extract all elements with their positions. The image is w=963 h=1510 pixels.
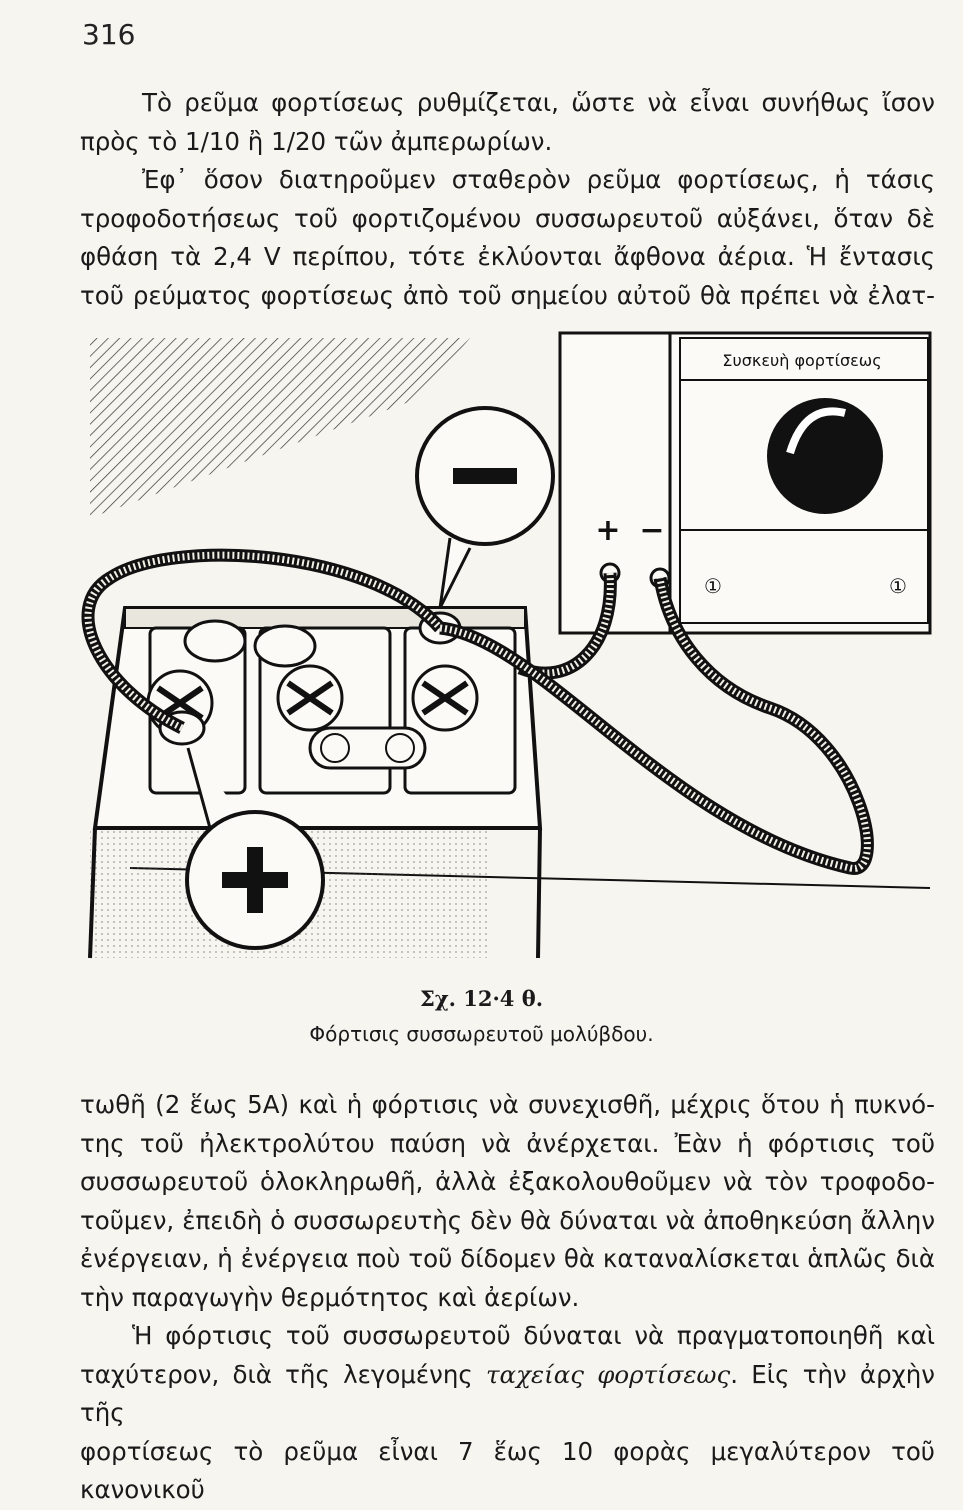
text-line: τοῦ ρεύματος φορτίσεως ἀπὸ τοῦ σημείου αὐτοῦ θὰ πρέπει νὰ ἐλατ- (80, 280, 935, 310)
text-line: τὴν παραγωγὴν θερμότητος καὶ ἀερίων. (80, 1282, 580, 1312)
figure-number: Σχ. 12·4 θ. (419, 986, 544, 1011)
italic-term: ταχείας φορτίσεως (486, 1359, 731, 1389)
text-line (80, 1356, 935, 1433)
text-line: τωθῆ (2 ἕως 5A) καὶ ἡ φόρτισις νὰ συνεχισθῆ, μέχρις ὅτου ἡ πυκνό- (80, 1090, 935, 1119)
text-line: Τὸ ρεῦμα φορτίσεως ρυθμίζεται, ὥστε νὰ εἶναι συνήθως ἴσον (142, 88, 935, 117)
terminal-plus-label: + (595, 513, 621, 548)
text-line: Ἐφ᾽ ὅσον διατηροῦμεν σταθερὸν ρεῦμα φορτίσεως, ἡ τάσις (142, 165, 935, 194)
plus-symbol-v (247, 847, 263, 913)
text-segment: . Εἰς τὴν ἀρχὴν τῆς (80, 1359, 935, 1427)
bottom-paragraph (80, 1086, 935, 1510)
switch-left: ① (704, 574, 722, 598)
wall-hatching (90, 338, 470, 518)
text-line: φορτίσεως τὸ ρεῦμα εἶναι 7 ἕως 10 φορὰς μεγαλύτερον τοῦ κανονικοῦ (80, 1436, 935, 1504)
minus-symbol (453, 468, 517, 484)
text-line: της τοῦ ἠλεκτρολύτου παύση νὰ ἀνέρχεται. Ἐὰν ἡ φόρτισις τοῦ (80, 1128, 935, 1158)
device-label: Συσκευὴ φορτίσεως (722, 351, 882, 370)
minus-callout (417, 408, 553, 608)
text-line: συσσωρευτοῦ ὁλοκληρωθῆ, ἀλλὰ ἐξακολουθοῦμεν νὰ τὸν τροφοδο- (80, 1167, 935, 1196)
text-line: τροφοδοτήσεως τοῦ φορτιζομένου συσσωρευτοῦ αὐξάνει, ὅταν δὲ (80, 203, 935, 233)
text-line: ἐνέργειαν, ἡ ἐνέργεια ποὺ τοῦ δίδομεν θὰ καταναλίσκεται ἁπλῶς διὰ (80, 1244, 935, 1273)
text-line: πρὸς τὸ 1/10 ἢ 1/20 τῶν ἀμπερωρίων. (80, 126, 553, 156)
top-paragraph (80, 84, 935, 315)
battery-charging-illustration (70, 308, 938, 968)
text-line: τοῦμεν, ἐπειδὴ ὁ συσσωρευτὴς δὲν θὰ δύναται νὰ ἀποθηκεύση ἄλλην (80, 1205, 935, 1235)
figure-caption: Φόρτισις συσσωρευτοῦ μολύβδου. (309, 1022, 654, 1046)
text-segment: ταχύτερον, διὰ τῆς λεγομένης (80, 1359, 486, 1389)
text-line: φθάση τὰ 2,4 V περίπου, τότε ἐκλύονται ἄφθονα ἀέρια. Ἡ ἔντασις (80, 242, 935, 271)
terminal-minus-label: − (639, 513, 665, 548)
switch-right: ① (889, 574, 907, 598)
battery-charging-figure (70, 308, 938, 968)
text-line: Ἡ φόρτισις τοῦ συσσωρευτοῦ δύναται νὰ πραγματοποιηθῆ καὶ (132, 1321, 935, 1350)
page-number: 316 (82, 18, 136, 51)
